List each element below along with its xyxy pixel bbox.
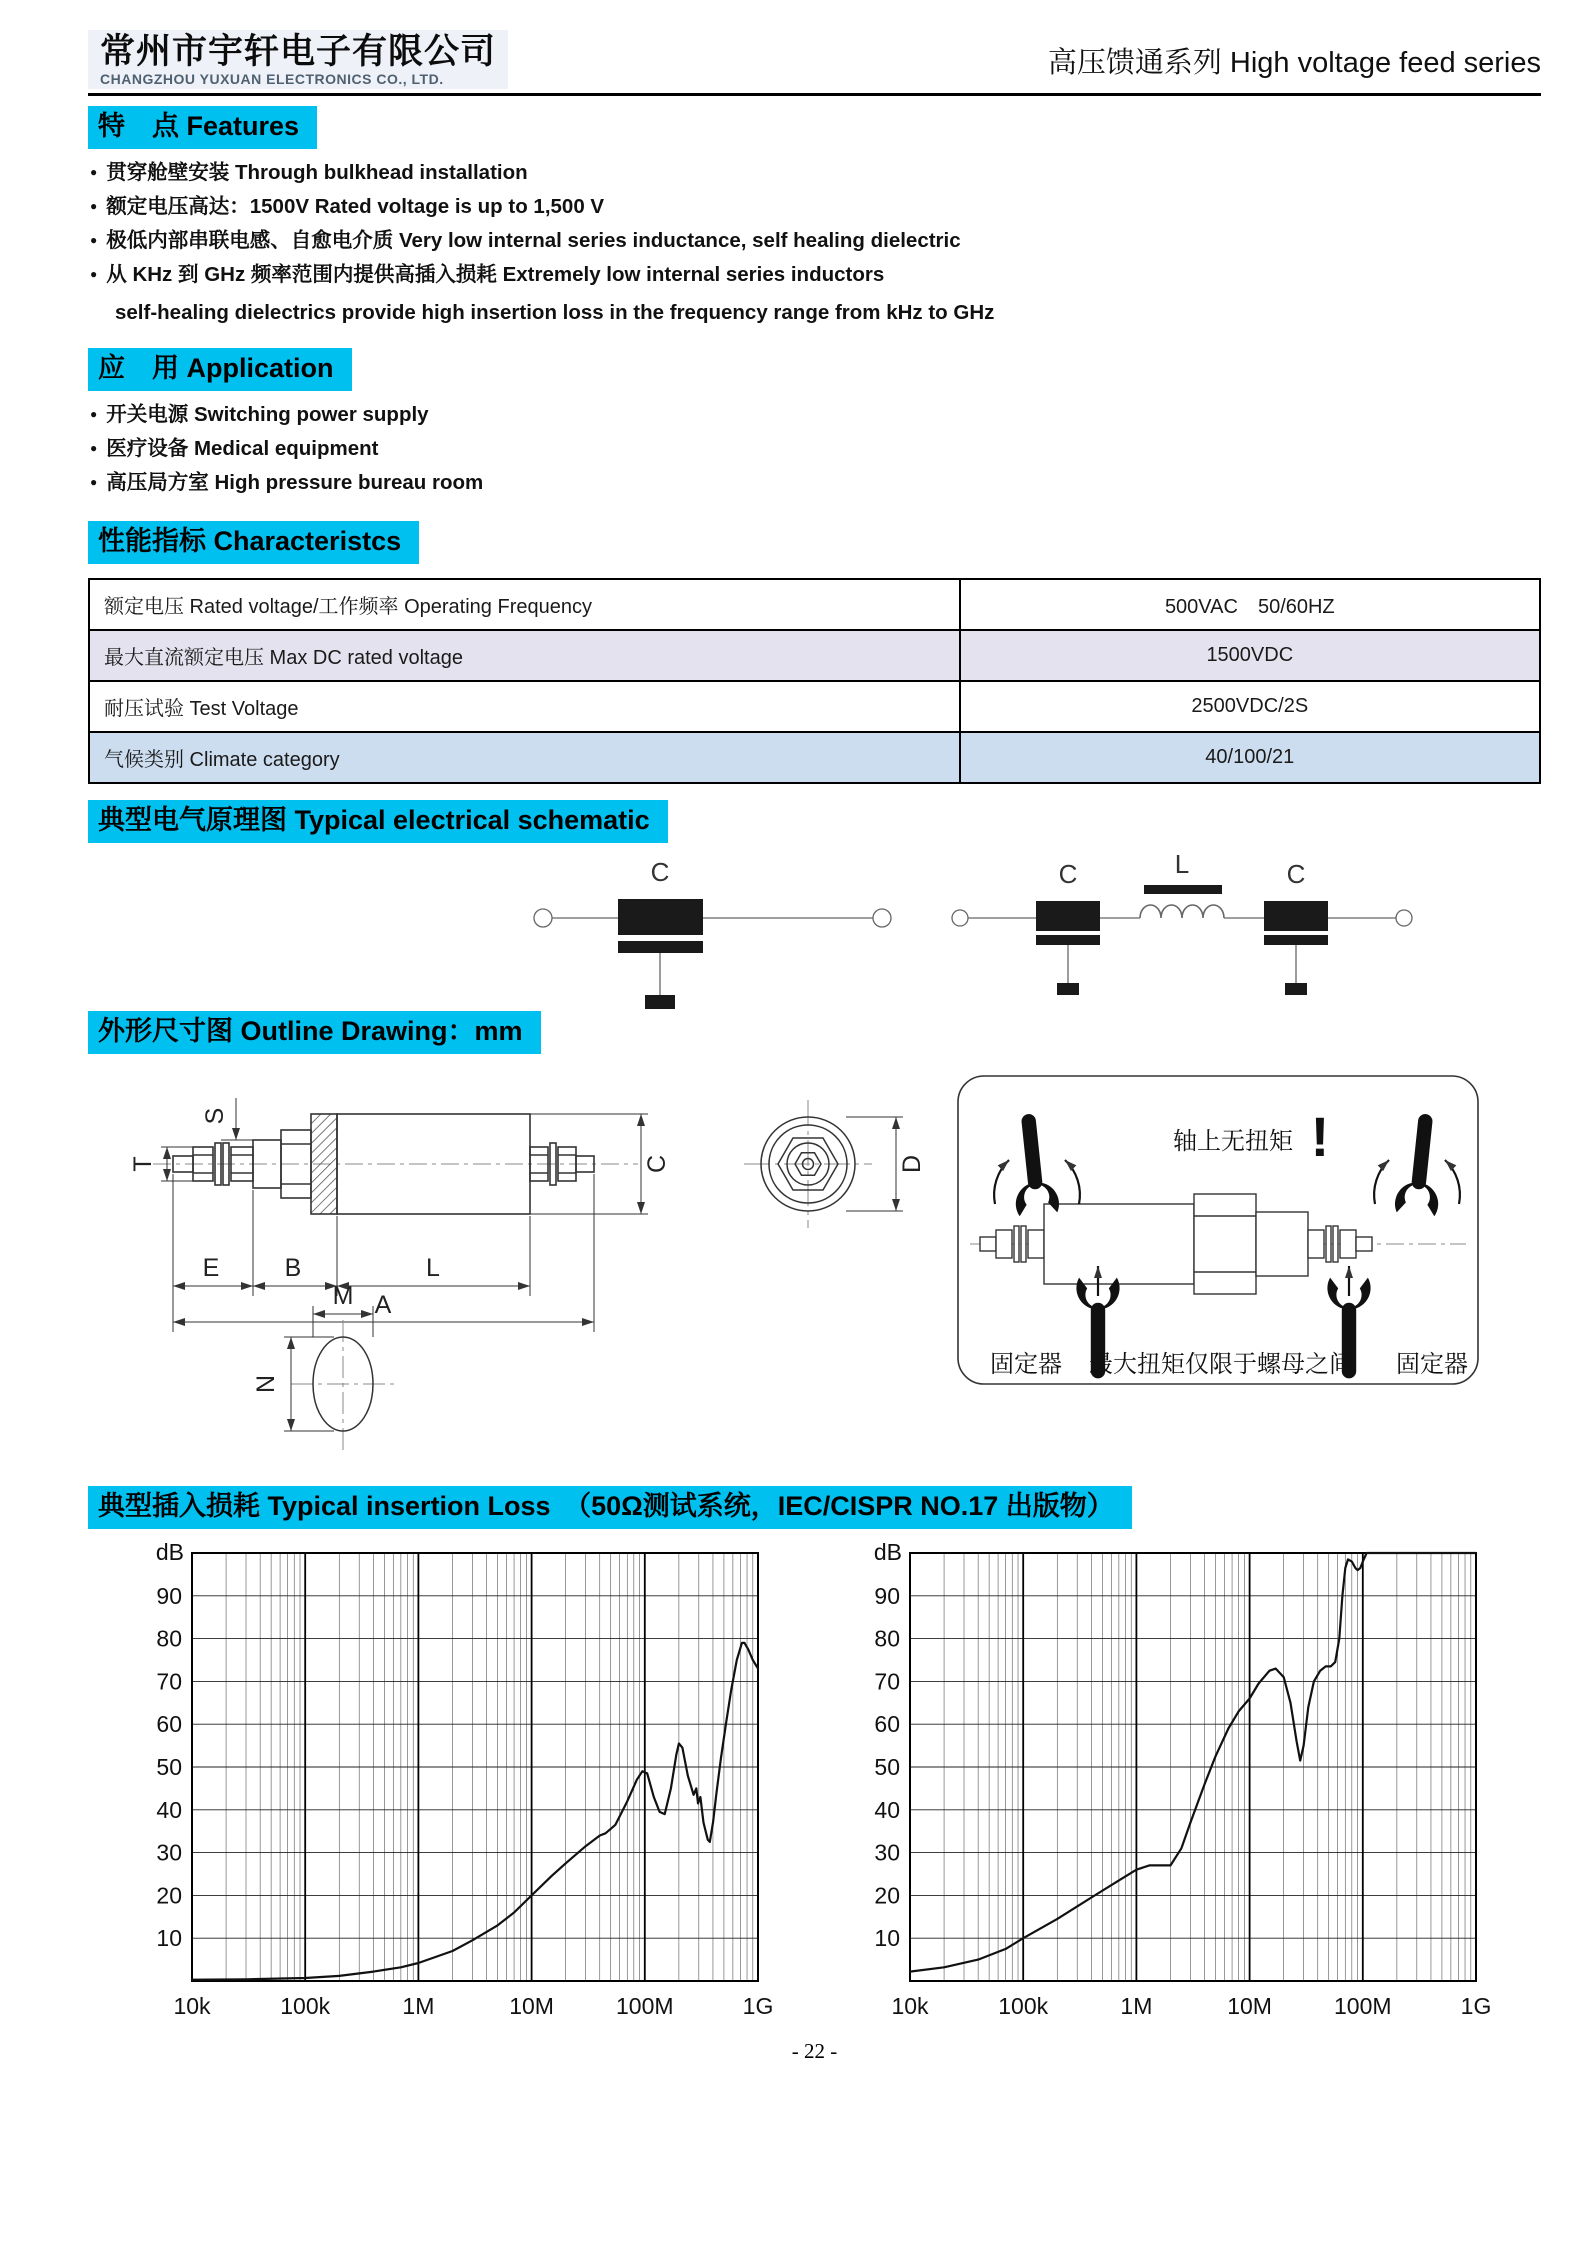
- page-number: - 22 -: [791, 2039, 838, 2064]
- row-value: 1500VDC: [960, 630, 1540, 681]
- fixer-label-right: 固定器: [1396, 1350, 1468, 1378]
- y-tick-label: 80: [156, 1625, 182, 1652]
- x-tick-label: 10k: [173, 1993, 211, 2020]
- bullet-icon: ●: [90, 474, 98, 489]
- bullet-icon: ●: [90, 440, 98, 455]
- row-label: 气候类别 Climate category: [89, 732, 960, 783]
- y-tick-label: 30: [156, 1839, 182, 1866]
- inductor-bar: [1144, 885, 1222, 894]
- company-name-en: CHANGZHOU YUXUAN ELECTRONICS CO., LTD.: [100, 70, 444, 87]
- insertion-loss-plot: [134, 1537, 774, 2029]
- insertion-loss-heading: 典型插入损耗 Typical insertion Loss （50Ω测试系统，IEC/CISPR NO.17 出版物）: [88, 1486, 1132, 1529]
- x-tick-label: 100k: [998, 1993, 1049, 2020]
- row-label: 额定电压 Rated voltage/工作频率 Operating Frequency: [89, 579, 960, 630]
- dim-label-C: C: [643, 1154, 671, 1174]
- feature-text: 额定电压高达：1500V Rated voltage is up to 1,500 V: [106, 194, 605, 218]
- characteristics-heading: 性能指标 Characteristcs: [88, 521, 419, 564]
- insertion-loss-chart-right: [852, 1537, 1492, 2029]
- y-tick-label: 60: [156, 1711, 182, 1738]
- characteristics-table: [88, 578, 1541, 784]
- fixer-label-left: 固定器: [990, 1350, 1062, 1378]
- y-tick-label: 10: [874, 1925, 900, 1952]
- rotate-arrow-icon: [1065, 1160, 1080, 1204]
- table-row: [89, 579, 1540, 630]
- terminal-icon: [873, 909, 891, 927]
- x-tick-label: 100k: [280, 1993, 331, 2020]
- company-logo: [88, 30, 508, 89]
- bullet-icon: ●: [90, 266, 98, 281]
- ground-icon: [645, 995, 675, 1009]
- x-tick-label: 100M: [1334, 1993, 1392, 2020]
- x-tick-label: 10M: [1227, 1993, 1272, 2020]
- row-value: 40/100/21: [960, 732, 1540, 783]
- x-tick-label: 1G: [742, 1993, 774, 2020]
- capacitor-plate: [618, 941, 703, 953]
- application-list: [90, 399, 1541, 501]
- y-tick-label: 90: [874, 1582, 900, 1609]
- outline-heading: 外形尺寸图 Outline Drawing：mm: [88, 1011, 541, 1054]
- dim-label-B: B: [284, 1253, 302, 1282]
- rotate-arrow-icon: [1374, 1160, 1389, 1204]
- features-list: [90, 157, 1541, 293]
- terminal-icon: [1396, 910, 1412, 926]
- no-torque-note: 轴上无扭矩: [1173, 1127, 1293, 1155]
- y-tick-label: 70: [874, 1668, 900, 1695]
- list-item: [90, 157, 1541, 191]
- x-tick-label: 1M: [1120, 1993, 1153, 2020]
- schematic-heading: 典型电气原理图 Typical electrical schematic: [88, 800, 668, 843]
- x-tick-label: 1G: [1460, 1993, 1492, 2020]
- capacitor-label: C: [1286, 858, 1306, 889]
- schematic-drawing: [88, 843, 1537, 1011]
- application-text: 开关电源 Switching power supply: [106, 402, 429, 426]
- x-tick-label: 10k: [891, 1993, 929, 2020]
- feature-text: 贯穿舱壁安装 Through bulkhead installation: [106, 160, 528, 184]
- wrench-icon: [1006, 1112, 1059, 1217]
- y-tick-label: 10: [156, 1925, 182, 1952]
- list-item: [90, 191, 1541, 225]
- features-heading: 特 点 Features: [88, 106, 317, 149]
- table-row: [89, 732, 1540, 783]
- installation-diagram: [958, 1076, 1478, 1384]
- dim-label-T: T: [129, 1156, 157, 1172]
- y-tick-label: 20: [156, 1882, 182, 1909]
- ground-icon: [1285, 983, 1307, 995]
- rotate-arrow-icon: [994, 1160, 1009, 1204]
- table-row: [89, 630, 1540, 681]
- y-tick-label: 40: [874, 1796, 900, 1823]
- application-heading: 应 用 Application: [88, 348, 352, 391]
- company-name-cn: 常州市宇轩电子有限公司: [100, 32, 497, 71]
- y-tick-label: 90: [156, 1582, 182, 1609]
- dim-label-D: D: [898, 1154, 926, 1174]
- insertion-loss-plot: [852, 1537, 1492, 2029]
- terminal-icon: [534, 909, 552, 927]
- dim-label-S: S: [201, 1107, 229, 1125]
- application-text: 高压局方室 High pressure bureau room: [106, 470, 484, 494]
- list-item: [90, 225, 1541, 259]
- y-tick-label: 50: [874, 1754, 900, 1781]
- capacitor-label: C: [650, 856, 670, 887]
- mounting-hole-detail: [252, 1282, 395, 1454]
- side-view: [129, 1098, 671, 1332]
- y-tick-label: 70: [156, 1668, 182, 1695]
- table-row: [89, 681, 1540, 732]
- wrench-icon: [1394, 1112, 1447, 1217]
- insertion-loss-curve: [910, 1553, 1476, 1972]
- dim-label-M: M: [332, 1281, 354, 1310]
- feature-text: 极低内部串联电感、自愈电介质 Very low internal series inductance, self healing dielectric: [106, 228, 961, 252]
- x-tick-label: 1M: [402, 1993, 435, 2020]
- capacitor-plate: [1036, 935, 1100, 945]
- dim-label-L: L: [426, 1253, 440, 1282]
- list-item: [90, 433, 1541, 467]
- y-tick-label: 30: [874, 1839, 900, 1866]
- inductor-coil: [1140, 905, 1224, 918]
- page-header: [88, 30, 1541, 96]
- insertion-loss-charts: [134, 1537, 1541, 2029]
- row-label: 最大直流额定电压 Max DC rated voltage: [89, 630, 960, 681]
- bullet-icon: ●: [90, 164, 98, 179]
- x-tick-label: 100M: [616, 1993, 674, 2020]
- ground-icon: [1057, 983, 1079, 995]
- end-view: [744, 1100, 926, 1228]
- row-value: 500VAC 50/60HZ: [960, 579, 1540, 630]
- x-tick-label: 10M: [509, 1993, 554, 2020]
- dim-label-N: N: [252, 1374, 280, 1394]
- bullet-icon: ●: [90, 406, 98, 421]
- y-tick-label: 40: [156, 1796, 182, 1823]
- series-title: 高压馈通系列 High voltage feed series: [1047, 46, 1541, 79]
- dim-label-A: A: [374, 1290, 392, 1319]
- capacitor-label: C: [1058, 858, 1078, 889]
- feature-continuation: self-healing dielectrics provide high insertion loss in the frequency range from kHz to GHz: [115, 300, 995, 324]
- row-label: 耐压试验 Test Voltage: [89, 681, 960, 732]
- insertion-loss-curve: [192, 1643, 758, 1980]
- rotate-arrow-icon: [1445, 1160, 1460, 1204]
- capacitor-plate: [1264, 935, 1328, 945]
- outline-drawing: [88, 1054, 1537, 1486]
- y-tick-label: 20: [874, 1882, 900, 1909]
- feature-text: 从 KHz 到 GHz 频率范围内提供高插入损耗 Extremely low internal series inductors: [106, 262, 885, 286]
- torque-note: 最大扭矩仅限于螺母之间: [1089, 1350, 1353, 1378]
- insertion-loss-chart-left: [134, 1537, 774, 2029]
- y-tick-label: 60: [874, 1711, 900, 1738]
- row-value: 2500VDC/2S: [960, 681, 1540, 732]
- y-axis-label: dB: [873, 1539, 902, 1566]
- capacitor-body: [1264, 901, 1328, 931]
- list-item: [90, 399, 1541, 433]
- y-tick-label: 80: [874, 1625, 900, 1652]
- bullet-icon: ●: [90, 198, 98, 213]
- y-tick-label: 50: [156, 1754, 182, 1781]
- capacitor-body: [1036, 901, 1100, 931]
- terminal-icon: [952, 910, 968, 926]
- capacitor-body: [618, 899, 703, 935]
- application-text: 医疗设备 Medical equipment: [106, 436, 379, 460]
- exclaim-icon: !: [1310, 1104, 1330, 1168]
- dim-label-E: E: [202, 1253, 220, 1282]
- list-item: [90, 467, 1541, 501]
- y-axis-label: dB: [155, 1539, 184, 1566]
- inductor-label: L: [1174, 848, 1190, 879]
- list-item: [90, 259, 1541, 293]
- bullet-icon: ●: [90, 232, 98, 247]
